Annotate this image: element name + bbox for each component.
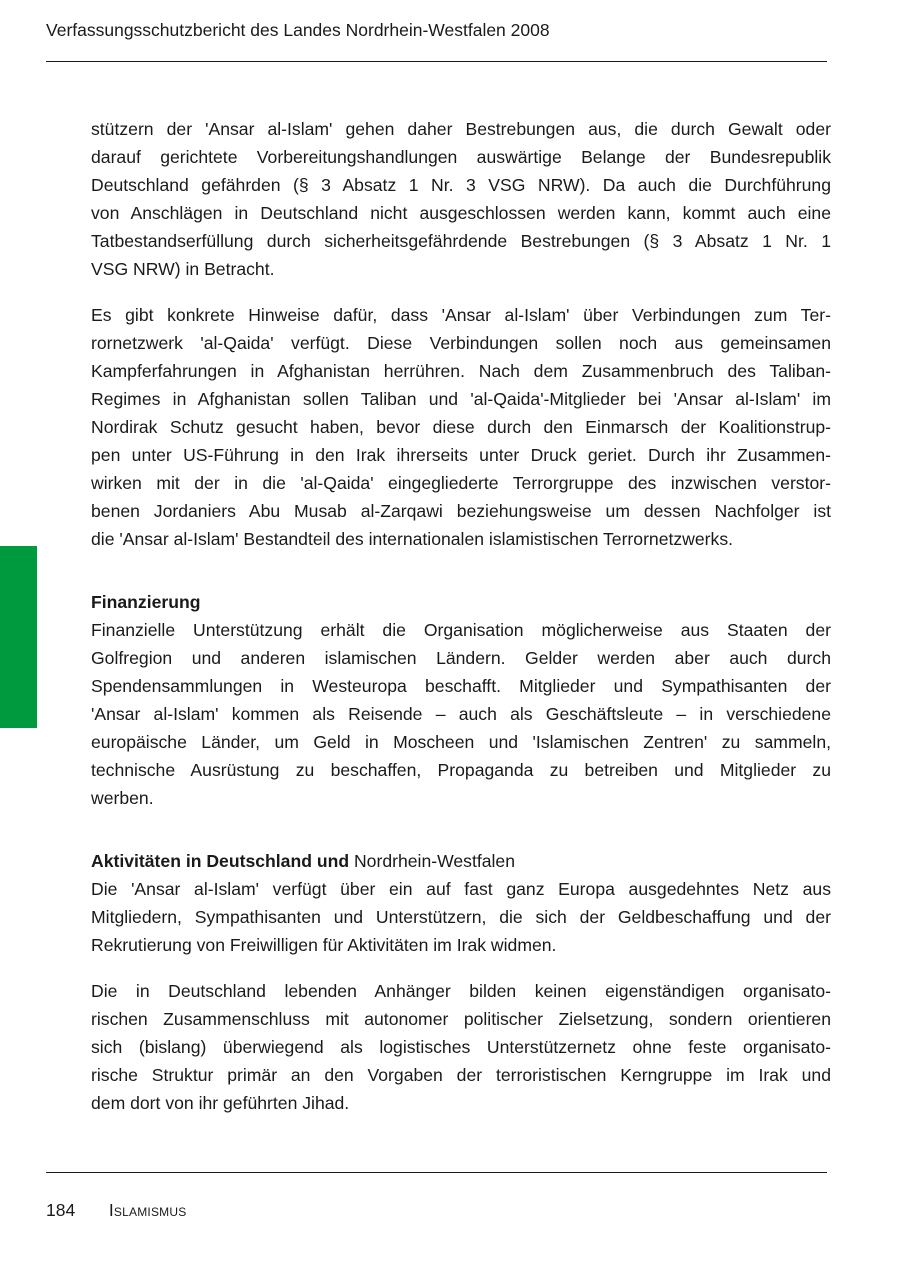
text-line: darauf gerichtete Vorbereitungshandlungen auswärtige Belange der Bundesrepublik [91, 147, 831, 167]
paragraph-5 [91, 977, 831, 1117]
paragraph-1 [91, 115, 831, 283]
body-text [91, 115, 831, 1135]
heading-text-regular: Nordrhein-Westfalen [353, 851, 515, 871]
footer-divider [46, 1172, 827, 1173]
text-line: Tatbestandserfüllung durch sicherheitsgefährdende Bestrebungen (§ 3 Absatz 1 Nr. 1 [91, 231, 831, 251]
paragraph-3 [91, 616, 831, 812]
section-heading-aktivitaeten [91, 847, 831, 875]
text-line: dem dort von ihr geführten Jihad. [91, 1093, 350, 1113]
chapter-side-tab [0, 546, 37, 728]
text-line: Rekrutierung von Freiwilligen für Aktivitäten im Irak widmen. [91, 935, 557, 955]
text-line: Regimes in Afghanistan sollen Taliban und 'al-Qaida'-Mitglieder bei 'Ansar al-Islam' im [91, 389, 831, 409]
text-line: von Anschlägen in Deutschland nicht ausgeschlossen werden kann, kommt auch eine [91, 203, 831, 223]
text-line: Nordirak Schutz gesucht haben, bevor diese durch den Einmarsch der Koalitionstrup- [91, 417, 831, 437]
text-line: Die in Deutschland lebenden Anhänger bilden keinen eigenständigen organisato- [91, 981, 831, 1001]
text-line: VSG NRW) in Betracht. [91, 259, 275, 279]
text-line: Kampferfahrungen in Afghanistan herrühren. Nach dem Zusammenbruch des Taliban- [91, 361, 831, 381]
text-line: rischen Zusammenschluss mit autonomer politischer Zielsetzung, sondern orientieren [91, 1009, 831, 1029]
text-line: europäische Länder, um Geld in Moscheen und 'Islamischen Zentren' zu sammeln, [91, 732, 831, 752]
text-line: Mitgliedern, Sympathisanten und Unterstützern, die sich der Geldbeschaffung und der [91, 907, 831, 927]
heading-text: Finanzierung [91, 592, 201, 612]
text-line: benen Jordaniers Abu Musab al-Zarqawi beziehungsweise um dessen Nachfolger ist [91, 501, 831, 521]
page-number: 184 [46, 1200, 76, 1220]
section-heading-finanzierung [91, 588, 831, 616]
page-footer [46, 1198, 186, 1222]
text-line: Die 'Ansar al-Islam' verfügt über ein auf fast ganz Europa ausgedehntes Netz aus [91, 879, 831, 899]
paragraph-2 [91, 301, 831, 553]
running-header: Verfassungsschutzbericht des Landes Nordrhein-Westfalen 2008 [46, 20, 550, 40]
paragraph-4 [91, 875, 831, 959]
text-line: rornetzwerk 'al-Qaida' verfügt. Diese Verbindungen sollen noch aus gemeinsamen [91, 333, 831, 353]
text-line: Spendensammlungen in Westeuropa beschafft. Mitglieder und Sympathisanten der [91, 676, 831, 696]
text-line: sich (bislang) überwiegend als logistisches Unterstützernetz ohne feste organisato- [91, 1037, 831, 1057]
text-line: rische Struktur primär an den Vorgaben der terroristischen Kerngruppe im Irak und [91, 1065, 831, 1085]
text-line: pen unter US-Führung in den Irak ihrerseits unter Druck geriet. Durch ihr Zusammen- [91, 445, 831, 465]
text-line: werben. [91, 788, 154, 808]
text-line: die 'Ansar al-Islam' Bestandteil des internationalen islamistischen Terrornetzwerks. [91, 529, 734, 549]
text-line: Golfregion und anderen islamischen Ländern. Gelder werden aber auch durch [91, 648, 831, 668]
text-line: 'Ansar al-Islam' kommen als Reisende – auch als Geschäftsleute – in verschiedene [91, 704, 831, 724]
heading-text-bold: Aktivitäten in Deutschland und [91, 851, 350, 871]
text-line: stützern der 'Ansar al-Islam' gehen daher Bestrebungen aus, die durch Gewalt oder [91, 119, 831, 139]
text-line: technische Ausrüstung zu beschaffen, Propaganda zu betreiben und Mitglieder zu [91, 760, 831, 780]
header-divider [46, 61, 827, 62]
text-line: Deutschland gefährden (§ 3 Absatz 1 Nr. 3 VSG NRW). Da auch die Durchführung [91, 175, 831, 195]
text-line: Finanzielle Unterstützung erhält die Organisation möglicherweise aus Staaten der [91, 620, 831, 640]
text-line: wirken mit der in die 'al-Qaida' eingegliederte Terrorgruppe des inzwischen verstor- [91, 473, 831, 493]
text-line: Es gibt konkrete Hinweise dafür, dass 'Ansar al-Islam' über Verbindungen zum Ter- [91, 305, 831, 325]
footer-section-name: Islamismus [108, 1200, 187, 1220]
